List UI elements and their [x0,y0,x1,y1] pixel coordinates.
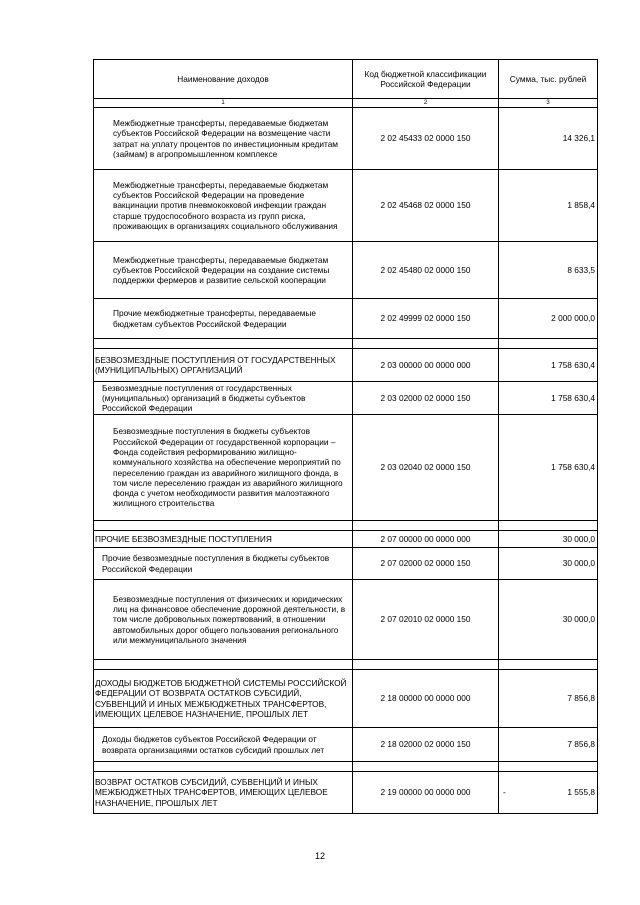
revenue-name: Прочие безвозмездные поступления в бюджеты субъектов Российской Федерации [94,548,353,580]
revenue-name: Межбюджетные трансферты, передаваемые бюджетам субъектов Российской Федерации на проведение вакцинации против пневмококковой инфекции граждан старше трудоспособного возраста из групп риска, проживающих в организациях социального обслуживания [94,170,353,242]
header-amount: Сумма, тыс. рублей [499,60,598,99]
revenue-name: Прочие межбюджетные трансферты, передаваемые бюджетам субъектов Российской Федерации [94,299,353,339]
spacer-row [94,660,598,670]
table-row [94,349,598,382]
amount: 1 758 630,4 [499,415,598,521]
amount: 1 758 630,4 [499,382,598,415]
amount: 30 000,0 [499,548,598,580]
revenue-name: Доходы бюджетов субъектов Российской Федерации от возврата организациями остатков субсидий прошлых лет [94,728,353,762]
table-row [94,415,598,521]
revenue-name: ПРОЧИЕ БЕЗВОЗМЕЗДНЫЕ ПОСТУПЛЕНИЯ [94,531,353,548]
budget-code: 2 02 45468 02 0000 150 [353,170,499,242]
amount-cell [499,772,598,814]
amount: 7 856,8 [499,670,598,728]
table-row [94,299,598,339]
budget-code: 2 07 00000 00 0000 000 [353,531,499,548]
budget-code: 2 19 00000 00 0000 000 [353,772,499,814]
amount: 1 758 630,4 [499,349,598,382]
spacer-row [94,521,598,531]
revenue-name: Межбюджетные трансферты, передаваемые бюджетам субъектов Российской Федерации на возмещение части затрат на уплату процентов по инвестиционным кредитам (займам) в агропромышленном комплексе [94,108,353,170]
table-row [94,170,598,242]
column-number: 3 [499,99,598,108]
revenue-name: ВОЗВРАТ ОСТАТКОВ СУБСИДИЙ, СУБВЕНЦИЙ И ИНЫХ МЕЖБЮДЖЕТНЫХ ТРАНСФЕРТОВ, ИМЕЮЩИХ ЦЕЛЕВОЕ НАЗНАЧЕНИЕ, ПРОШЛЫХ ЛЕТ [94,772,353,814]
table-row [94,108,598,170]
budget-code: 2 03 02040 02 0000 150 [353,415,499,521]
header-revenue-name: Наименование доходов [94,60,353,99]
amount-prefix: - [503,787,506,798]
table-row [94,531,598,548]
table-row [94,580,598,660]
column-number: 1 [94,99,353,108]
column-number: 2 [353,99,499,108]
budget-code: 2 02 45433 02 0000 150 [353,108,499,170]
table-row [94,772,598,814]
budget-code: 2 02 45480 02 0000 150 [353,242,499,299]
budget-code: 2 18 00000 00 0000 000 [353,670,499,728]
amount: 8 633,5 [499,242,598,299]
budget-code: 2 03 02000 02 0000 150 [353,382,499,415]
table-row [94,382,598,415]
table-row [94,548,598,580]
budget-code: 2 18 02000 02 0000 150 [353,728,499,762]
page-number: 12 [314,851,325,861]
budget-code: 2 07 02000 02 0000 150 [353,548,499,580]
amount: 1 555,8 [567,787,595,798]
amount: 7 856,8 [499,728,598,762]
table-header-row [94,60,598,99]
spacer-row [94,339,598,349]
table-row [94,242,598,299]
revenue-name: Безвозмездные поступления в бюджеты субъектов Российской Федерации от государственной корпорации – Фонда содействия реформированию жилищно-коммунального хозяйства на обеспечение мероприятий по переселению граждан из аварийного жилищного фонда, в том числе переселению граждан из аварийного жилищного фонда с учетом необходимости развития малоэтажного жилищного строительства [94,415,353,521]
amount: 1 858,4 [499,170,598,242]
amount: 14 326,1 [499,108,598,170]
revenue-name: БЕЗВОЗМЕЗДНЫЕ ПОСТУПЛЕНИЯ ОТ ГОСУДАРСТВЕННЫХ (МУНИЦИПАЛЬНЫХ) ОРГАНИЗАЦИЙ [94,349,353,382]
budget-code: 2 07 02010 02 0000 150 [353,580,499,660]
column-number-row [94,99,598,108]
budget-code: 2 02 49999 02 0000 150 [353,299,499,339]
revenue-name: Безвозмездные поступления от физических и юридических лиц на финансовое обеспечение дорожной деятельности, в том числе добровольных пожертвований, в отношении автомобильных дорог общего пользования регионального или межмуниципального значения [94,580,353,660]
revenue-table [93,59,598,814]
revenue-name: Безвозмездные поступления от государственных (муниципальных) организаций в бюджеты субъектов Российской Федерации [94,382,353,415]
table-row [94,728,598,762]
budget-code: 2 03 00000 00 0000 000 [353,349,499,382]
revenue-name: ДОХОДЫ БЮДЖЕТОВ БЮДЖЕТНОЙ СИСТЕМЫ РОССИЙСКОЙ ФЕДЕРАЦИИ ОТ ВОЗВРАТА ОСТАТКОВ СУБСИДИЙ, СУБВЕНЦИЙ И ИНЫХ МЕЖБЮДЖЕТНЫХ ТРАНСФЕРТОВ, ИМЕЮЩИХ ЦЕЛЕВОЕ НАЗНАЧЕНИЕ, ПРОШЛЫХ ЛЕТ [94,670,353,728]
amount: 30 000,0 [499,580,598,660]
table-row [94,670,598,728]
amount: 30 000,0 [499,531,598,548]
amount: 2 000 000,0 [499,299,598,339]
revenue-name: Межбюджетные трансферты, передаваемые бюджетам субъектов Российской Федерации на создание системы поддержки фермеров и развитие сельской кооперации [94,242,353,299]
header-budget-code: Код бюджетной классификации Российской Федерации [353,60,499,99]
spacer-row [94,762,598,772]
